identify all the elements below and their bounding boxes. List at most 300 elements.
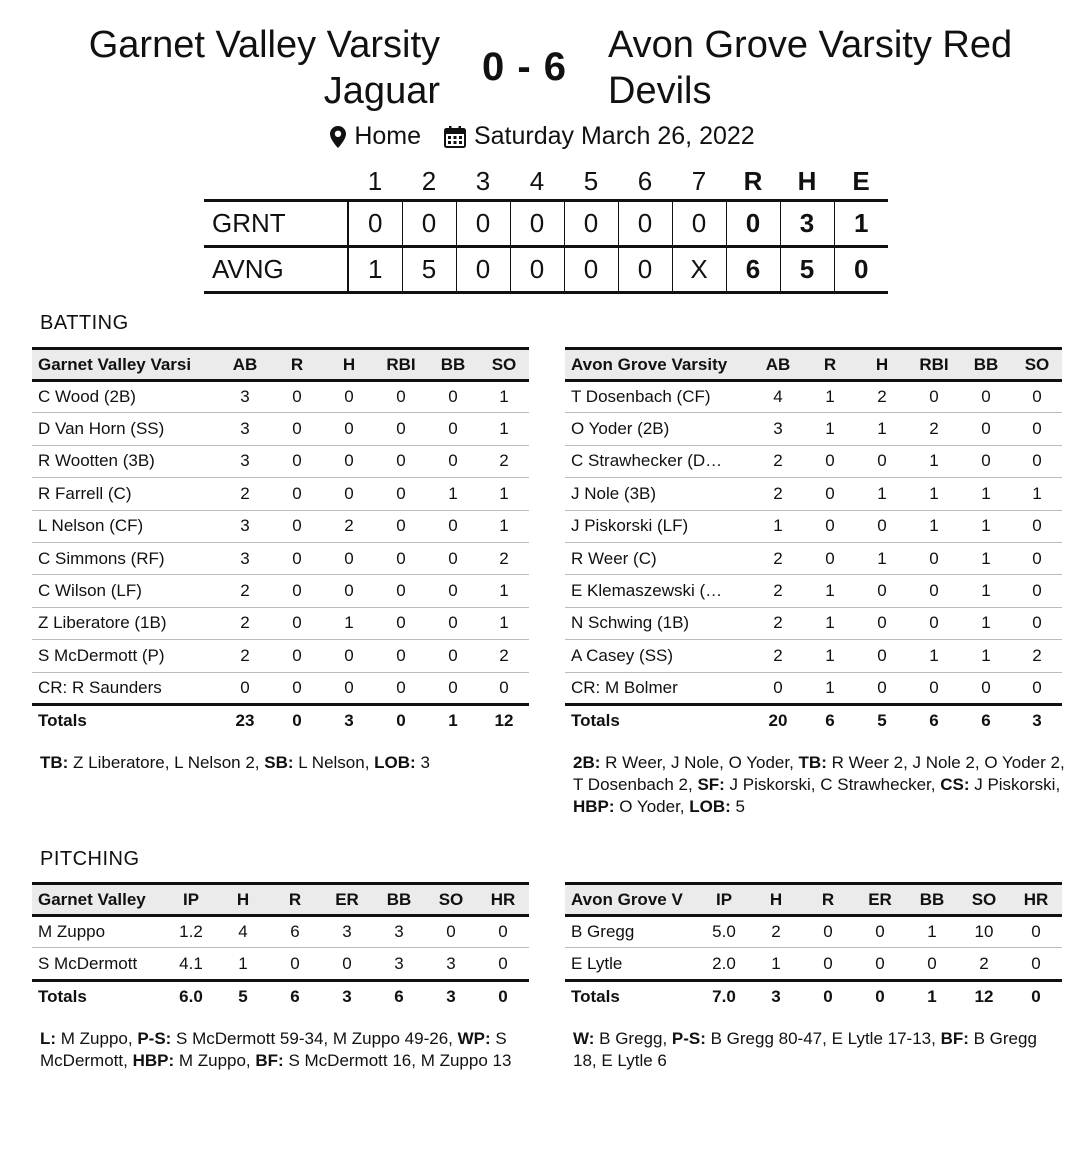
game-meta (0, 122, 1085, 154)
stat-value: 0 (271, 478, 323, 510)
player-row (565, 542, 1062, 574)
stat-value: 2 (752, 607, 804, 639)
totals-value: 3 (1012, 704, 1062, 736)
stat-value: 0 (271, 575, 323, 607)
stat-value: 0 (271, 381, 323, 413)
stat-value: 0 (323, 445, 375, 477)
totals-label: Totals (32, 704, 219, 736)
player-name: J Piskorski (LF) (565, 510, 752, 542)
stat-value: 0 (477, 948, 529, 980)
note-text: B Gregg 80-47, E Lytle 17-13, (705, 1029, 941, 1048)
note-label: SF: (697, 775, 725, 794)
column-header: IP (165, 884, 217, 916)
location (330, 122, 421, 151)
totals-value: 6 (960, 704, 1012, 736)
totals-value: 7.0 (698, 980, 750, 1012)
stat-value: 0 (804, 445, 856, 477)
stat-value: 2 (752, 478, 804, 510)
totals-label: Totals (565, 980, 698, 1012)
totals-value: 6 (804, 704, 856, 736)
stat-value: 2 (219, 607, 271, 639)
stat-value: 3 (373, 916, 425, 948)
totals-value: 3 (425, 980, 477, 1012)
stat-value: 0 (427, 381, 479, 413)
note-label: LOB: (374, 753, 416, 772)
player-row (565, 381, 1062, 413)
totals-value: 23 (219, 704, 271, 736)
stat-value: 0 (375, 575, 427, 607)
stat-value: 2 (479, 640, 529, 672)
stat-value: 4 (217, 916, 269, 948)
home-team-name-line1: Avon Grove Varsity Red (608, 24, 1013, 66)
batting-header-row (32, 349, 529, 381)
stat-value: 1 (752, 510, 804, 542)
stat-value: 0 (804, 510, 856, 542)
player-row (32, 672, 529, 704)
stat-value: 0 (323, 542, 375, 574)
inning-header: 5 (583, 165, 599, 196)
stat-value: 1 (479, 478, 529, 510)
totals-value: 0 (477, 980, 529, 1012)
stat-value: 1 (1012, 478, 1062, 510)
away-pitching-table (32, 882, 529, 1013)
stat-value: 2 (856, 381, 908, 413)
stat-value: 0 (856, 672, 908, 704)
hits-header: H (797, 165, 817, 196)
note-text: L Nelson, (293, 753, 375, 772)
totals-label: Totals (565, 704, 752, 736)
player-row (565, 575, 1062, 607)
stat-value: 0 (323, 478, 375, 510)
stat-value: 0 (427, 510, 479, 542)
stat-value: 0 (271, 672, 323, 704)
game-header (0, 22, 1085, 122)
totals-value: 20 (752, 704, 804, 736)
stat-value: 0 (906, 948, 958, 980)
note-label: 2B: (573, 753, 601, 772)
stat-value: 2 (219, 640, 271, 672)
stat-value: 0 (375, 478, 427, 510)
line-score-team: AVNG (212, 253, 284, 284)
column-header: R (802, 884, 854, 916)
stat-value: 1 (804, 607, 856, 639)
totals-value: 12 (479, 704, 529, 736)
player-row (565, 948, 1062, 980)
stat-value: 0 (1012, 542, 1062, 574)
stat-value: 1 (479, 575, 529, 607)
stat-value: 0 (856, 510, 908, 542)
totals-value: 0 (802, 980, 854, 1012)
column-header: H (217, 884, 269, 916)
player-name: D Van Horn (SS) (32, 413, 219, 445)
stat-value: 0 (427, 672, 479, 704)
stat-value: 0 (323, 672, 375, 704)
column-header: ER (321, 884, 373, 916)
note-text: S McDermott, (40, 1029, 507, 1070)
stat-value: 1 (804, 672, 856, 704)
stat-value: 0 (427, 607, 479, 639)
stat-value: 0 (427, 542, 479, 574)
player-row (32, 575, 529, 607)
map-pin-icon (330, 126, 346, 148)
stat-value: 1 (908, 445, 960, 477)
stat-value: 0 (271, 640, 323, 672)
column-header: H (750, 884, 802, 916)
line-score-header (204, 162, 888, 200)
stat-value: 2 (1012, 640, 1062, 672)
team-column-header: Avon Grove V (565, 884, 698, 916)
totals-value: 6.0 (165, 980, 217, 1012)
inning-score: 5 (402, 246, 456, 292)
stat-value: 4.1 (165, 948, 217, 980)
stat-value: 0 (479, 672, 529, 704)
stat-value: 1 (960, 607, 1012, 639)
totals-value: 1 (427, 704, 479, 736)
player-row (565, 607, 1062, 639)
inning-score: 0 (456, 246, 510, 292)
stat-value: 3 (321, 916, 373, 948)
player-row (565, 445, 1062, 477)
totals-value: 1 (906, 980, 958, 1012)
stat-value: 4 (752, 381, 804, 413)
stat-value: 1 (906, 916, 958, 948)
player-row (565, 510, 1062, 542)
stat-value: 0 (854, 948, 906, 980)
inning-score: 0 (348, 200, 402, 246)
stat-value: 0 (908, 542, 960, 574)
column-header: AB (219, 349, 271, 381)
player-row (32, 542, 529, 574)
stat-value: 0 (908, 575, 960, 607)
hits-total: 5 (780, 246, 834, 292)
note-label: BF: (255, 1051, 284, 1070)
stat-value: 0 (1012, 445, 1062, 477)
stat-value: 0 (960, 381, 1012, 413)
stat-value: 0 (375, 413, 427, 445)
inning-score: 0 (402, 200, 456, 246)
date-label: Saturday March 26, 2022 (473, 122, 755, 150)
player-name: C Simmons (RF) (32, 542, 219, 574)
totals-value: 5 (217, 980, 269, 1012)
calendar-icon (444, 126, 466, 148)
final-score: 0 - 6 (481, 45, 568, 89)
stat-value: 1 (856, 542, 908, 574)
stat-value: 0 (1012, 413, 1062, 445)
runs-total: 6 (726, 246, 780, 292)
totals-value: 5 (856, 704, 908, 736)
stat-value: 0 (271, 510, 323, 542)
stat-value: 0 (802, 948, 854, 980)
totals-value: 3 (323, 704, 375, 736)
stat-value: 2 (750, 916, 802, 948)
note-text: M Zuppo, (56, 1029, 138, 1048)
away-batting-notes (40, 752, 520, 774)
stat-value: 1 (479, 413, 529, 445)
stat-value: 0 (375, 445, 427, 477)
stat-value: 0 (271, 445, 323, 477)
stat-value: 1 (908, 510, 960, 542)
inning-score: 0 (510, 200, 564, 246)
totals-value: 6 (269, 980, 321, 1012)
stat-value: 0 (427, 445, 479, 477)
player-name: C Wood (2B) (32, 381, 219, 413)
note-label: TB: (40, 753, 69, 772)
stat-value: 0 (375, 381, 427, 413)
stat-value: 3 (219, 542, 271, 574)
team-column-header: Garnet Valley Varsi (32, 349, 219, 381)
stat-value: 1.2 (165, 916, 217, 948)
totals-row (32, 980, 529, 1012)
stat-value: 0 (427, 640, 479, 672)
stat-value: 0 (960, 672, 1012, 704)
column-header: ER (854, 884, 906, 916)
stat-value: 2 (752, 445, 804, 477)
player-name: T Dosenbach (CF) (565, 381, 752, 413)
totals-value: 12 (958, 980, 1010, 1012)
away-pitching-notes (40, 1028, 530, 1072)
player-row (565, 916, 1062, 948)
note-text: S McDermott 16, M Zuppo 13 (283, 1051, 512, 1070)
player-name: S McDermott (P) (32, 640, 219, 672)
stat-value: 2 (479, 445, 529, 477)
stat-value: 1 (856, 413, 908, 445)
stat-value: 0 (908, 607, 960, 639)
column-header: HR (477, 884, 529, 916)
player-name: Z Liberatore (1B) (32, 607, 219, 639)
inning-header: 6 (637, 165, 653, 196)
stat-value: 0 (1012, 672, 1062, 704)
totals-value: 3 (750, 980, 802, 1012)
home-team-name-line2: Devils (608, 70, 712, 112)
stat-value: 1 (960, 542, 1012, 574)
stat-value: 0 (375, 640, 427, 672)
line-score-row (204, 200, 888, 246)
note-text: 5 (730, 797, 745, 816)
stat-value: 1 (804, 640, 856, 672)
stat-value: 0 (856, 640, 908, 672)
away-team-name-line2: Jaguar (323, 70, 440, 112)
stat-value: 0 (908, 381, 960, 413)
column-header: HR (1010, 884, 1062, 916)
stat-value: 0 (375, 510, 427, 542)
note-label: HBP: (132, 1051, 175, 1070)
stat-value: 0 (323, 575, 375, 607)
stat-value: 0 (856, 607, 908, 639)
inning-score: 0 (510, 246, 564, 292)
hits-total: 3 (780, 200, 834, 246)
stat-value: 1 (960, 478, 1012, 510)
stat-value: 0 (269, 948, 321, 980)
stat-value: 0 (271, 607, 323, 639)
inning-score: 0 (456, 200, 510, 246)
stat-value: 1 (856, 478, 908, 510)
team-column-header: Garnet Valley (32, 884, 165, 916)
inning-score: 0 (672, 200, 726, 246)
player-name: CR: M Bolmer (565, 672, 752, 704)
note-text: B Gregg 18, E Lytle 6 (573, 1029, 1037, 1070)
inning-score: 0 (618, 246, 672, 292)
stat-value: 0 (960, 413, 1012, 445)
stat-value: 3 (219, 381, 271, 413)
stat-value: 2 (752, 542, 804, 574)
note-label: BF: (940, 1029, 969, 1048)
totals-value: 6 (908, 704, 960, 736)
note-label: CS: (940, 775, 970, 794)
stat-value: 0 (856, 445, 908, 477)
column-header: H (323, 349, 375, 381)
column-header: R (269, 884, 321, 916)
stat-value: 1 (479, 381, 529, 413)
stat-value: 3 (219, 510, 271, 542)
player-name: L Nelson (CF) (32, 510, 219, 542)
stat-value: 2 (908, 413, 960, 445)
note-text: J Piskorski, C Strawhecker, (724, 775, 941, 794)
inning-header: 1 (367, 165, 383, 196)
away-batting-table (32, 347, 529, 737)
stat-value: 1 (960, 575, 1012, 607)
column-header: SO (479, 349, 529, 381)
player-row (32, 948, 529, 980)
column-header: BB (427, 349, 479, 381)
home-pitching-table (565, 882, 1062, 1013)
player-row (32, 413, 529, 445)
stat-value: 0 (375, 607, 427, 639)
stat-value: 1 (804, 413, 856, 445)
pitching-section-title: PITCHING (40, 848, 140, 870)
note-text: S McDermott 59-34, M Zuppo 49-26, (171, 1029, 458, 1048)
stat-value: 0 (375, 542, 427, 574)
player-row (32, 445, 529, 477)
note-text: O Yoder, (614, 797, 690, 816)
game-date (444, 122, 755, 151)
note-label: SB: (264, 753, 294, 772)
stat-value: 0 (1012, 381, 1062, 413)
stat-value: 0 (908, 672, 960, 704)
stat-value: 0 (427, 413, 479, 445)
home-pitching-notes (573, 1028, 1053, 1072)
line-score-table (204, 162, 888, 294)
stat-value: 0 (375, 672, 427, 704)
inning-score: 0 (564, 246, 618, 292)
stat-value: 0 (425, 916, 477, 948)
note-label: L: (40, 1029, 57, 1048)
player-row (32, 478, 529, 510)
home-batting-notes (573, 752, 1068, 818)
stat-value: 0 (321, 948, 373, 980)
note-label: P-S: (671, 1029, 706, 1048)
stat-value: 1 (960, 640, 1012, 672)
line-score-team: GRNT (212, 207, 286, 238)
runs-total: 0 (726, 200, 780, 246)
note-label: TB: (798, 753, 827, 772)
stat-value: 0 (804, 542, 856, 574)
batting-header-row (565, 349, 1062, 381)
player-name: S McDermott (32, 948, 165, 980)
stat-value: 1 (427, 478, 479, 510)
player-name: M Zuppo (32, 916, 165, 948)
stat-value: 1 (217, 948, 269, 980)
stat-value: 0 (804, 478, 856, 510)
home-batting-table (565, 347, 1062, 737)
column-header: BB (906, 884, 958, 916)
stat-value: 1 (960, 510, 1012, 542)
stat-value: 0 (323, 413, 375, 445)
stat-value: 1 (750, 948, 802, 980)
away-team-name-line1: Garnet Valley Varsity (88, 24, 440, 66)
note-text: B Gregg, (594, 1029, 672, 1048)
totals-value: 0 (375, 704, 427, 736)
inning-header: 2 (421, 165, 437, 196)
player-name: R Farrell (C) (32, 478, 219, 510)
stat-value: 0 (323, 381, 375, 413)
stat-value: 0 (960, 445, 1012, 477)
note-label: W: (573, 1029, 595, 1048)
player-name: C Wilson (LF) (32, 575, 219, 607)
player-name: B Gregg (565, 916, 698, 948)
errors-total: 0 (834, 246, 888, 292)
stat-value: 1 (479, 607, 529, 639)
away-team-name (60, 22, 440, 114)
stat-value: 1 (908, 640, 960, 672)
errors-header: E (852, 165, 870, 196)
player-name: A Casey (SS) (565, 640, 752, 672)
inning-score: 1 (348, 246, 402, 292)
totals-value: 3 (321, 980, 373, 1012)
inning-header: 7 (691, 165, 707, 196)
stat-value: 2 (752, 640, 804, 672)
player-row (565, 413, 1062, 445)
stat-value: 0 (1010, 948, 1062, 980)
column-header: SO (1012, 349, 1062, 381)
player-name: CR: R Saunders (32, 672, 219, 704)
team-column-header: Avon Grove Varsity (565, 349, 752, 381)
stat-value: 3 (219, 413, 271, 445)
player-name: R Wootten (3B) (32, 445, 219, 477)
stat-value: 2 (752, 575, 804, 607)
column-header: RBI (375, 349, 427, 381)
totals-label: Totals (32, 980, 165, 1012)
note-text: R Weer 2, J Nole 2, O Yoder 2, T Dosenbach 2, (573, 753, 1065, 794)
totals-row (565, 980, 1062, 1012)
stat-value: 0 (1012, 607, 1062, 639)
inning-score: X (672, 246, 726, 292)
column-header: SO (958, 884, 1010, 916)
stat-value: 2.0 (698, 948, 750, 980)
stat-value: 1 (804, 381, 856, 413)
stat-value: 0 (802, 916, 854, 948)
stat-value: 0 (1012, 510, 1062, 542)
player-row (32, 510, 529, 542)
stat-value: 1 (479, 510, 529, 542)
pitching-header-row (32, 884, 529, 916)
note-text: 3 (415, 753, 430, 772)
stat-value: 0 (271, 542, 323, 574)
runs-header: R (743, 165, 763, 196)
stat-value: 2 (323, 510, 375, 542)
column-header: R (271, 349, 323, 381)
stat-value: 0 (219, 672, 271, 704)
stat-value: 2 (219, 478, 271, 510)
player-name: R Weer (C) (565, 542, 752, 574)
player-row (32, 916, 529, 948)
column-header: IP (698, 884, 750, 916)
player-row (32, 381, 529, 413)
totals-value: 0 (854, 980, 906, 1012)
totals-value: 0 (271, 704, 323, 736)
stat-value: 0 (271, 413, 323, 445)
note-label: HBP: (573, 797, 615, 816)
player-row (565, 672, 1062, 704)
